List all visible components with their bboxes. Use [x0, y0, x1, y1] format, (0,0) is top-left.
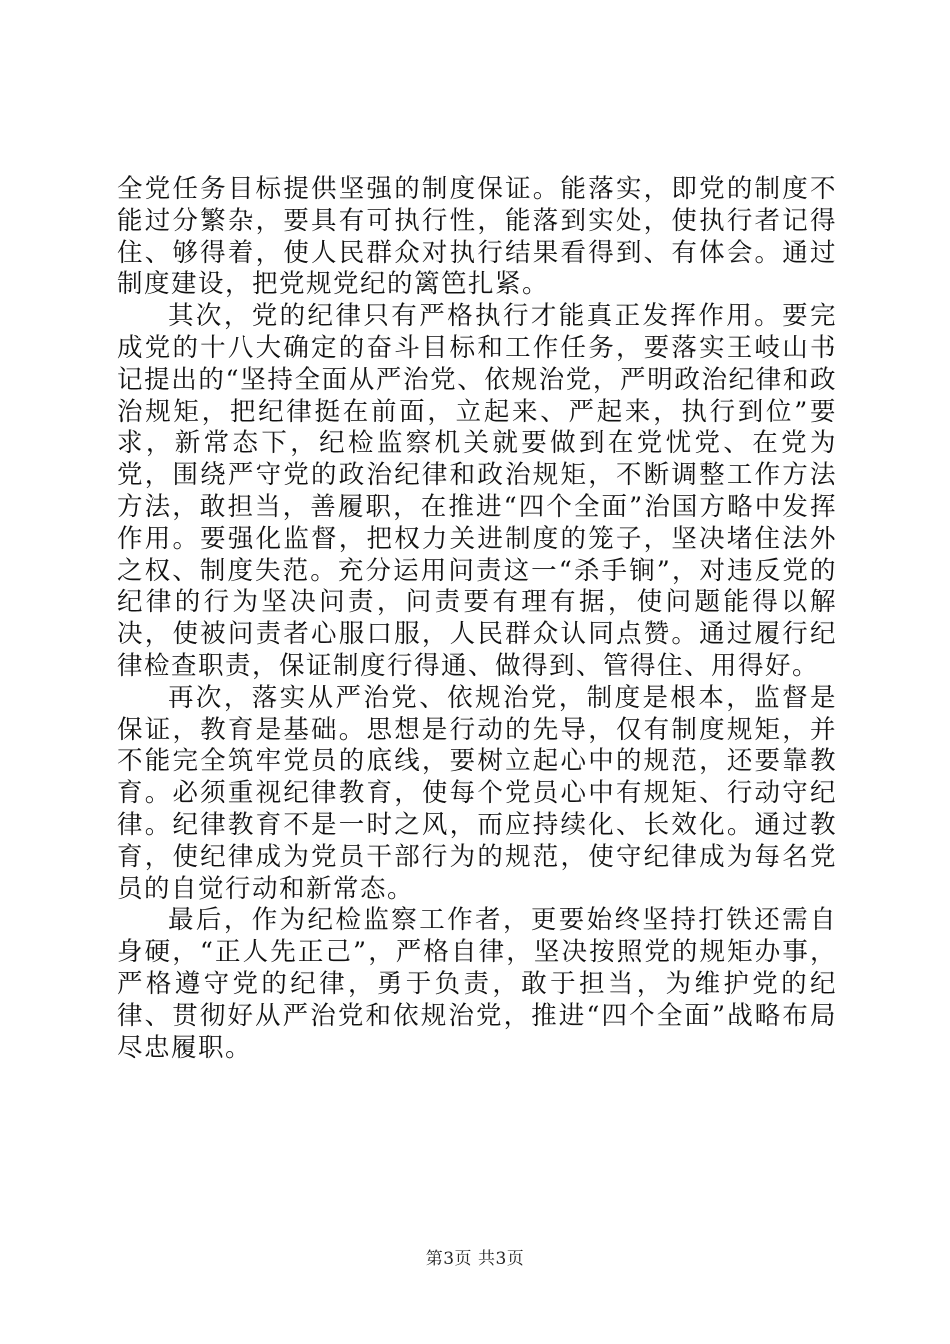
paragraph-continuation: 全党任务目标提供坚强的制度保证。能落实，即党的制度不能过分繁杂，要具有可执行性，能落到实处，使执行者记得住、够得着，使人民群众对执行结果看得到、有体会。通过制度建设，把党规党纪的篱笆扎紧。 [117, 174, 837, 300]
document-body [117, 174, 837, 1064]
page-number-footer: 第3页 共3页 [425, 1249, 525, 1269]
paragraph-finally: 最后，作为纪检监察工作者，更要始终坚持打铁还需自身硬，“正人先正己”，严格自律，坚决按照党的规矩办事，严格遵守党的纪律，勇于负责，敢于担当，为维护党的纪律、贯彻好从严治党和依规治党，推进“四个全面”战略布局尽忠履职。 [117, 905, 837, 1063]
paragraph-secondly: 其次，党的纪律只有严格执行才能真正发挥作用。要完成党的十八大确定的奋斗目标和工作任务，要落实王岐山书记提出的“坚持全面从严治党、依规治党，严明政治纪律和政治规矩，把纪律挺在前面，立起来、严起来，执行到位”要求，新常态下，纪检监察机关就要做到在党忧党、在党为党，围绕严守党的政治纪律和政治规矩，不断调整工作方法方法，敢担当，善履职，在推进“四个全面”治国方略中发挥作用。要强化监督，把权力关进制度的笼子，坚决堵住法外之权、制度失范。充分运用问责这一“杀手锏”，对违反党的纪律的行为坚决问责，问责要有理有据，使问题能得以解决，使被问责者心服口服，人民群众认同点赞。通过履行纪律检查职责，保证制度行得通、做得到、管得住、用得好。 [117, 301, 837, 681]
paragraph-thirdly: 再次，落实从严治党、依规治党，制度是根本，监督是保证，教育是基础。思想是行动的先导，仅有制度规矩，并不能完全筑牢党员的底线，要树立起心中的规范，还要靠教育。必须重视纪律教育，使每个党员心中有规矩、行动守纪律。纪律教育不是一时之风，而应持续化、长效化。通过教育，使纪律成为党员干部行为的规范，使守纪律成为每名党员的自觉行动和新常态。 [117, 682, 837, 904]
